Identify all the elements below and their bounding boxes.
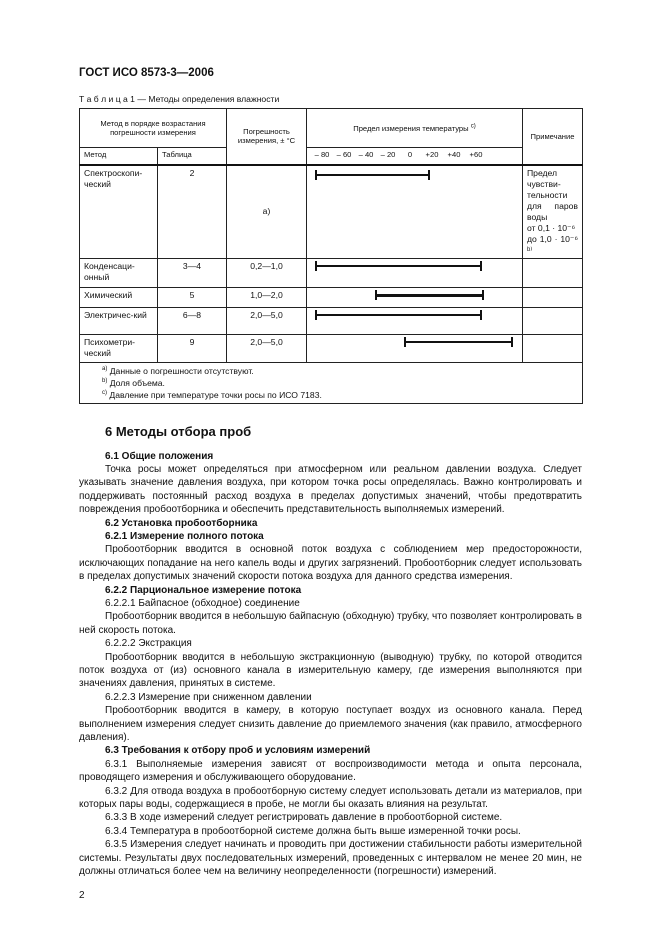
range-cell [307,307,523,334]
page-number: 2 [79,889,85,901]
subsection-heading: 6.1 Общие положения [105,450,214,462]
method-cell: Психометри-ческий [80,334,158,362]
col-range-label: Предел измерения температуры [353,123,469,133]
footnote-mark: a) [102,365,108,372]
footnote [84,389,578,401]
scale-tick-label: +40 [447,150,461,159]
note-cell [523,287,583,307]
paragraph: 6.2.2.3 Измерение при сниженном давлении [105,691,312,703]
scale-tick-label: – 40 [358,150,374,159]
range-bar [315,174,430,176]
scale-tick-label: +60 [469,150,483,159]
table-row [80,287,583,307]
note-line: до 1,0 · 10⁻⁶ ᵇ⁾ [527,233,578,255]
col-group-header: Метод в порядке возрастания погрешности измерения [80,109,227,148]
subsection-heading: 6.2.1 Измерение полного потока [105,530,264,542]
col-note-header: Примечание [523,109,583,165]
temperature-scale [307,148,523,165]
section-title: 6 Методы отбора проб [105,423,252,439]
range-bar [404,341,513,343]
range-cell [307,258,523,287]
error-cell: 2,0—5,0 [227,307,307,334]
paragraph: 6.2.2.2 Экстракция [105,638,192,650]
table-footnotes [80,362,583,403]
table-row [80,258,583,287]
paragraph: 6.3.2 Для отвода воздуха в пробоотборную систему следует использовать детали из материалов, при которых пары воды, содержащиеся в пробе, не могли бы оказать влияния на результат. [79,785,582,811]
footnote [84,377,578,389]
footnote-mark: b) [102,377,108,384]
table-ref-cell: 6—8 [158,307,227,334]
document-header: ГОСТ ИСО 8573-3—2006 [79,67,214,79]
note-cell [523,165,583,259]
range-cell [307,165,523,259]
paragraph: 6.3.1 Выполняемые измерения зависят от воспроизводимости метода и опыта персонала, проводящего измерения и обслуживающего оборудование. [79,758,582,784]
footnote-text: Давление при температуре точки росы по ИСО 7183. [109,389,322,400]
table-ref-cell: 9 [158,334,227,362]
footnote-text: Данные о погрешности отсутствуют. [109,365,254,376]
footnote-mark: c) [470,122,476,129]
scale-tick-label: +20 [425,150,439,159]
method-cell: Конденсаци-онный [80,258,158,287]
method-cell: Электричес-кий [80,307,158,334]
subsection-heading: 6.3 Требования к отбору проб и условиям измерений [105,745,371,757]
error-cell: 2,0—5,0 [227,334,307,362]
range-cell [307,287,523,307]
method-cell: Химический [80,287,158,307]
range-bar [315,314,482,316]
note-line: Предел чувстви-тельности для паров воды [527,167,578,222]
method-cell: Спектроскопи-ческий [80,165,158,259]
error-cell: 1,0—2,0 [227,287,307,307]
table-ref-cell: 2 [158,165,227,259]
range-bar [315,265,482,267]
range-cell [307,334,523,362]
table-caption: Т а б л и ц а 1 — Методы определения влажности [79,94,280,104]
paragraph: 6.3.4 Температура в пробоотборной системе должна быть выше измеренной точки росы. [105,825,521,837]
col-range-header [307,109,523,148]
note-cell [523,258,583,287]
note-line: от 0,1 · 10⁻⁶ [527,222,576,233]
paragraph: Пробоотборник вводится в небольшую байпасную (обходную) трубку, что позволяет контролировать в ней скорость потока. [79,611,582,636]
error-cell: a) [227,165,307,259]
footnote-text: Доля объема. [109,377,165,388]
footnote [84,365,578,377]
subsection-heading: 6.2 Установка пробоотборника [105,517,258,529]
paragraph: 6.3.3 В ходе измерений следует регистрировать давление в пробоотборной системе. [105,812,503,824]
note-cell [523,307,583,334]
scale-tick-label: – 80 [314,150,330,159]
table-ref-cell: 5 [158,287,227,307]
range-bar [375,294,484,297]
paragraph: Пробоотборник вводится в камеру, в которую поступает воздух из основного канала. Перед выполнением измерения следует снизить давление до приемлемого значения (как правило, атмосферного давления). [79,705,582,744]
col-table-header: Таблица [158,148,227,165]
paragraph: 6.3.5 Измерения следует начинать и проводить при достижении стабильности работы измерительной системы. Результаты двух последовательных измерений, проведенных с интервалом не менее 20 мин, не должны отличаться более чем на величину неопределенности (погрешности) измерений. [79,839,582,878]
humidity-methods-table [79,108,583,404]
note-cell [523,334,583,362]
paragraph: Пробоотборник вводится в основной поток воздуха с соблюдением мер предосторожности, исключающих попадание на него капель воды и других загрязнений. Пробоотборник следует использовать в пределах допустимых значений скорости потока воздуха для данного средства измерения. [79,544,582,583]
paragraph: 6.2.2.1 Байпасное (обходное) соединение [105,597,300,609]
subsection-heading: 6.2.2 Парциональное измерение потока [105,584,302,596]
error-cell: 0,2—1,0 [227,258,307,287]
table-ref-cell: 3—4 [158,258,227,287]
paragraph: Точка росы может определяться при атмосферном или реальном давлении воздуха. Следует указывать значение давления воздуха, при котором точка росы определялась. Важно контролировать и поддерживать постоянный расход воздуха в пределах допустимых значений, чтобы предотвратить повреждения пробоотборника и обеспечить представительность выполняемых измерений. [79,463,582,516]
table-row [80,165,583,259]
scale-tick-label: – 60 [336,150,352,159]
table-row [80,307,583,334]
paragraph: Пробоотборник вводится в небольшую экстракционную (выводную) трубку, по которой отводится поток воздуха от (из) основного канала в измерительную камеру, где измерения выполняются при значениях давления, принятых в системе. [79,651,582,690]
col-method-header: Метод [80,148,158,165]
scale-tick-label: – 20 [380,150,396,159]
table-row [80,334,583,362]
footnote-mark: c) [102,389,107,396]
section-6 [79,424,582,879]
col-error-header: Погрешность измерения, ± °С [227,109,307,165]
scale-tick-label: 0 [407,150,413,159]
